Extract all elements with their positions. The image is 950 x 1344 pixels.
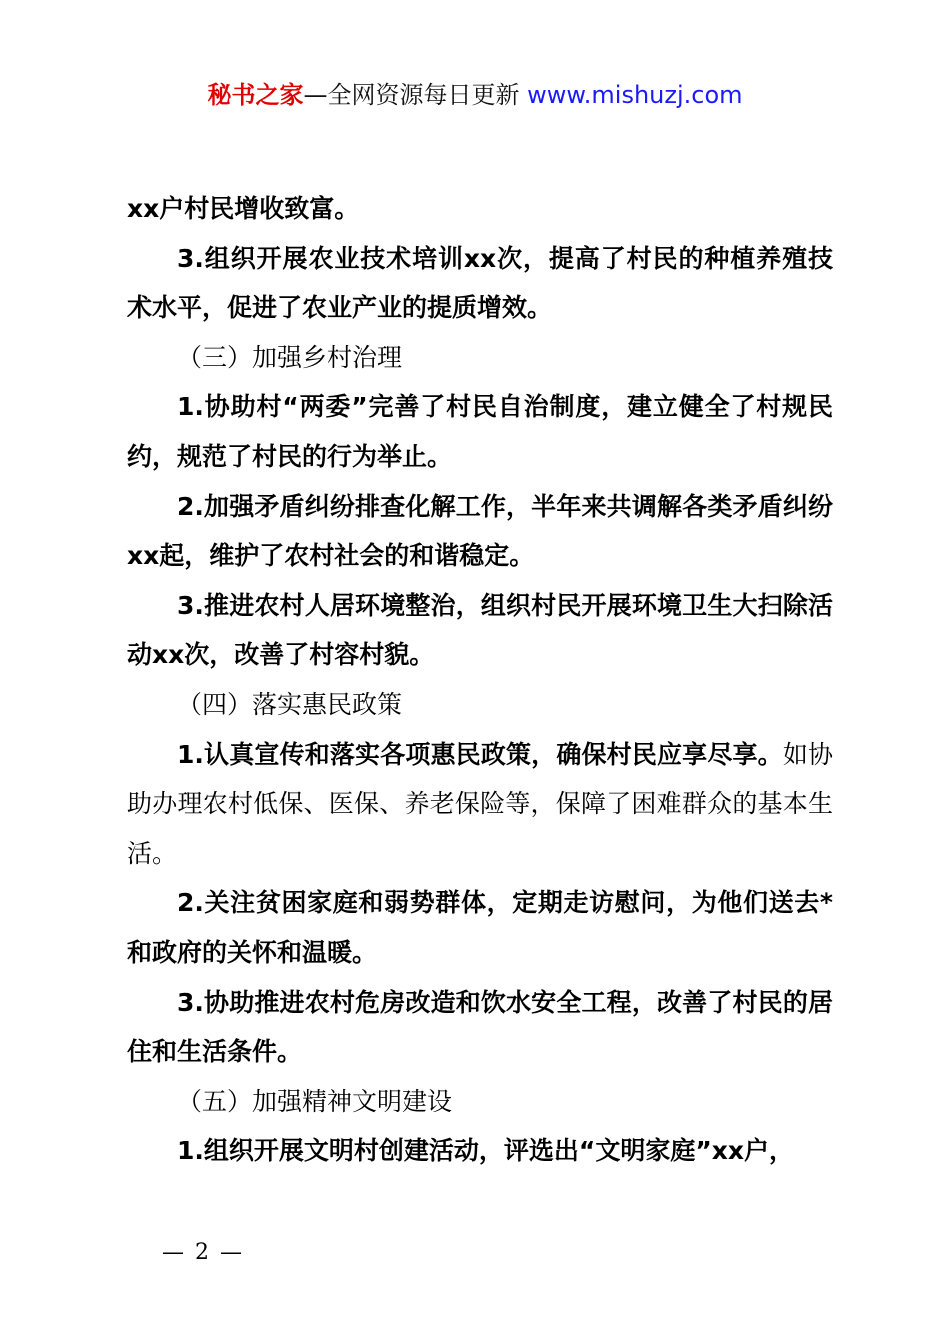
paragraph-item: 3.组织开展农业技术培训xx次，提高了村民的种植养殖技术水平，促进了农业产业的提质增效。 <box>127 243 833 323</box>
paragraph-item: 1.组织开展文明村创建活动，评选出“文明家庭”xx户， <box>177 1136 795 1166</box>
brand-name: 秘书之家 <box>207 81 304 109</box>
section-heading: （五）加强精神文明建设 <box>177 1086 453 1116</box>
paragraph-lead: 1.认真宣传和落实各项惠民政策，确保村民应享尽享。 <box>177 739 783 769</box>
paragraph-item: 3.协助推进农村危房改造和饮水安全工程，改善了村民的居住和生活条件。 <box>127 987 833 1067</box>
paragraph-item: 2.加强矛盾纠纷排查化解工作，半年来共调解各类矛盾纠纷xx起，维护了农村社会的和谐稳定。 <box>127 491 833 571</box>
section-heading: （三）加强乡村治理 <box>177 342 403 372</box>
paragraph-continued: xx户村民增收致富。 <box>127 194 360 223</box>
paragraph-rest: 如协助办理农村低保、医保、养老保险等，保障了困难群众的基本生活。 <box>127 739 833 868</box>
page-number: — 2 — <box>162 1240 244 1265</box>
section-heading: （四）落实惠民政策 <box>177 689 403 719</box>
header-tagline: —全网资源每日更新 <box>303 81 520 109</box>
document-body <box>127 184 833 1176</box>
paragraph-item: 3.推进农村人居环境整治，组织村民开展环境卫生大扫除活动xx次，改善了村容村貌。 <box>127 590 833 670</box>
site-header <box>0 78 950 112</box>
paragraph-item: 2.关注贫困家庭和弱势群体，定期走访慰问，为他们送去*和政府的关怀和温暖。 <box>127 888 833 967</box>
paragraph-item: 1.协助村“两委”完善了村民自治制度，建立健全了村规民约，规范了村民的行为举止。 <box>127 392 833 471</box>
paragraph-item-mixed <box>127 730 833 879</box>
website-url[interactable]: www.mishuzj.com <box>527 81 743 109</box>
